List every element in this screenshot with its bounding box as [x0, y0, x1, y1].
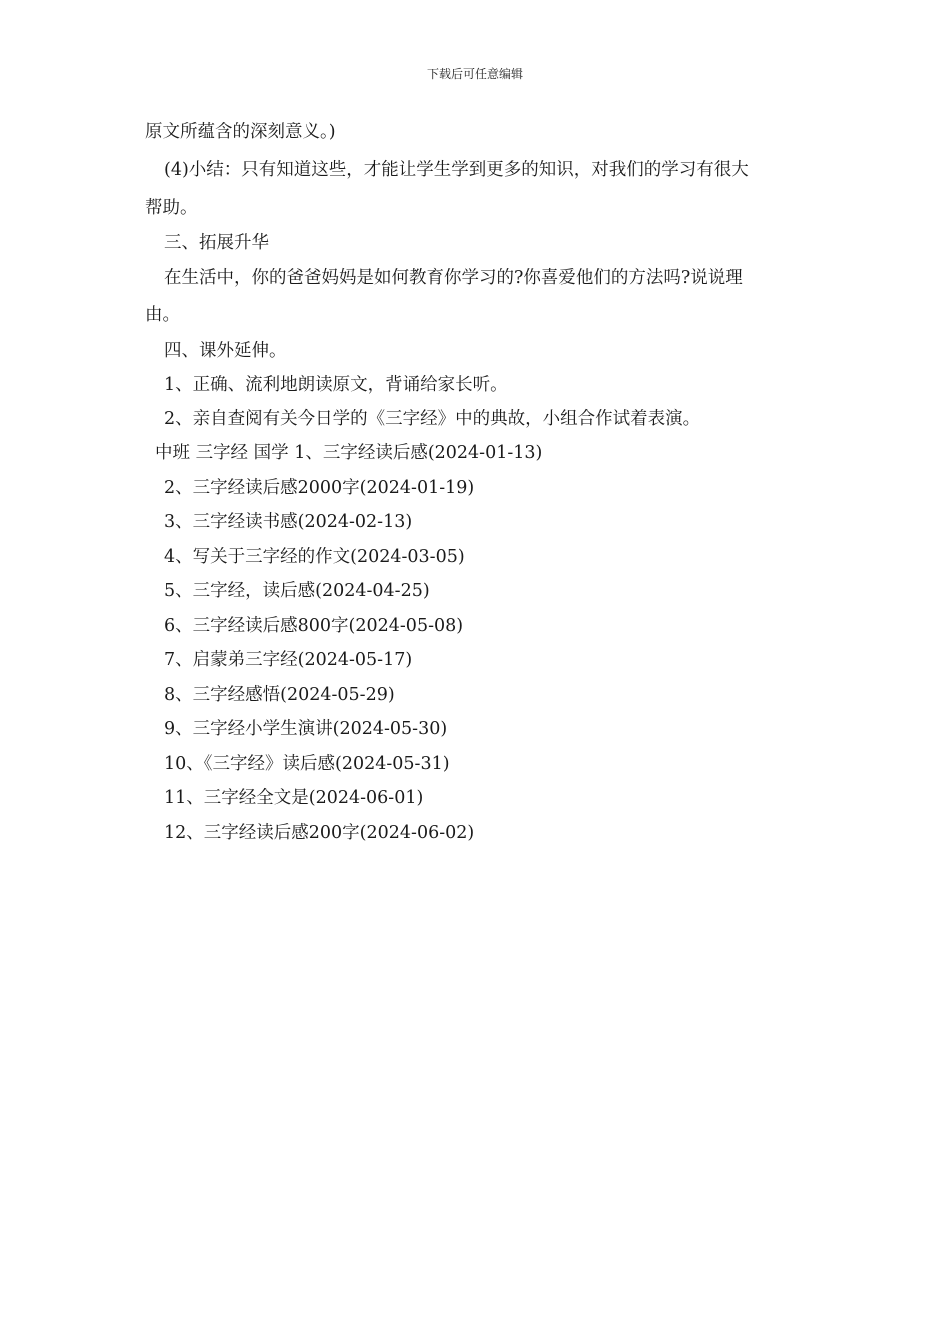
- related-link[interactable]: 6、三字经读后感800字(2024-05-08): [164, 616, 464, 636]
- body-line: (4)小结：只有知道这些，才能让学生学到更多的知识，对我们的学习有很大: [164, 160, 749, 180]
- related-link[interactable]: 8、三字经感悟(2024-05-29): [164, 685, 395, 705]
- body-line: 2、亲自查阅有关今日学的《三字经》中的典故，小组合作试着表演。: [164, 409, 701, 429]
- body-line: 由。: [145, 305, 180, 325]
- section-heading: 三、拓展升华: [164, 233, 269, 253]
- body-line: 1、正确、流利地朗读原文，背诵给家长听。: [164, 375, 508, 395]
- related-link[interactable]: 7、启蒙弟三字经(2024-05-17): [164, 650, 413, 670]
- tags-line[interactable]: 中班 三字经 国学 1、三字经读后感(2024-01-13): [155, 443, 543, 463]
- related-link[interactable]: 3、三字经读书感(2024-02-13): [164, 512, 413, 532]
- section-heading: 四、课外延伸。: [164, 341, 287, 361]
- related-link[interactable]: 2、三字经读后感2000字(2024-01-19): [164, 478, 475, 498]
- page-header: 下载后可任意编辑: [426, 67, 523, 81]
- related-link[interactable]: 11、三字经全文是(2024-06-01): [164, 788, 424, 808]
- related-link[interactable]: 9、三字经小学生演讲(2024-05-30): [164, 719, 448, 739]
- body-line: 帮助。: [145, 198, 198, 218]
- related-link[interactable]: 4、写关于三字经的作文(2024-03-05): [164, 547, 465, 567]
- related-link[interactable]: 5、三字经，读后感(2024-04-25): [164, 581, 430, 601]
- body-line: 在生活中，你的爸爸妈妈是如何教育你学习的?你喜爱他们的方法吗?说说理: [164, 268, 743, 288]
- related-link[interactable]: 10、《三字经》读后感(2024-05-31): [164, 754, 450, 774]
- body-line: 原文所蕴含的深刻意义。): [145, 122, 336, 142]
- related-link[interactable]: 12、三字经读后感200字(2024-06-02): [164, 823, 475, 843]
